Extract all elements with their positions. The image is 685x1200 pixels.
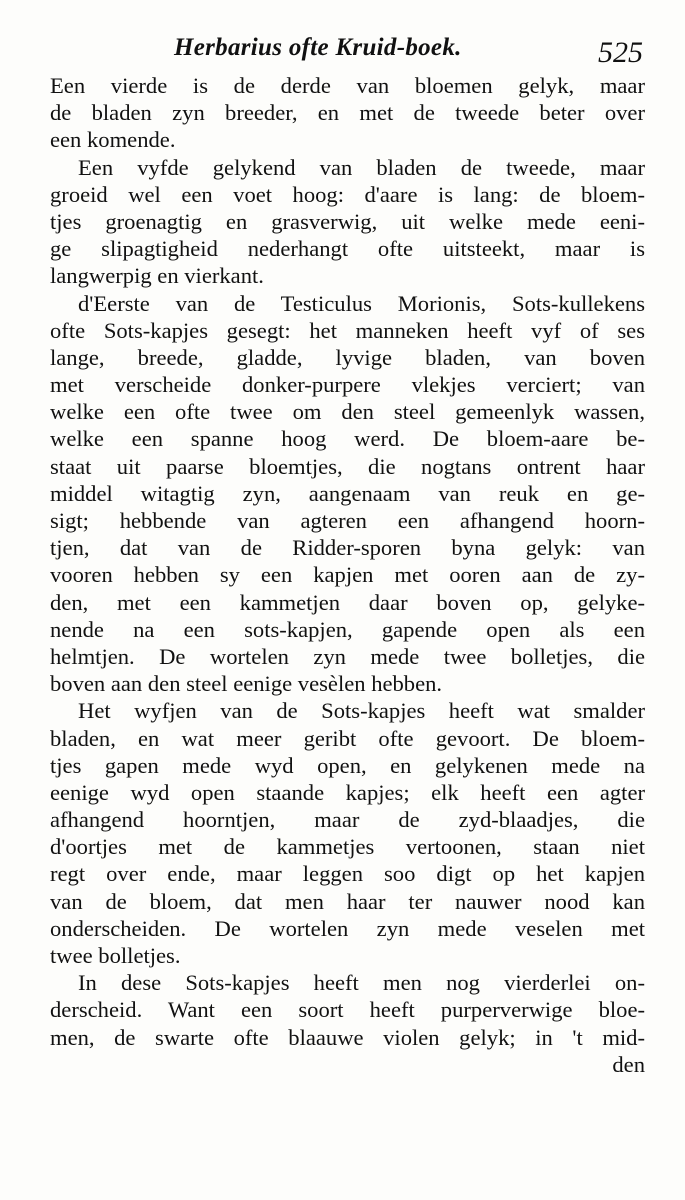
text-line: d'oortjes met de kammetjes vertoonen, staan niet [50, 834, 645, 860]
text-line: een komende. [50, 127, 176, 153]
text-line: vooren hebben sy een kapjen met ooren aan de zy- [50, 562, 645, 588]
text-line: van de bloem, dat men haar ter nauwer nood kan [50, 888, 645, 914]
text-line: middel witagtig zyn, aangenaam van reuk en ge- [50, 480, 645, 506]
text-line: afhangend hoorntjen, maar de zyd-blaadjes, die [50, 807, 645, 833]
text-line: ofte Sots-kapjes gesegt: het manneken heeft vyf of ses [50, 317, 645, 343]
text-line: lange, breede, gladde, lyvige bladen, van boven [50, 344, 645, 370]
text-line: twee bolletjes. [50, 943, 181, 968]
text-line: welke een spanne hoog werd. De bloem-aare be- [50, 426, 645, 452]
text-line: langwerpig en vierkant. [50, 263, 264, 289]
text-line: boven aan den steel eenige vesèlen hebben. [50, 671, 443, 697]
text-line: met verscheide donker-purpere vlekjes verciert; van [50, 372, 645, 398]
running-title: Herbarius ofte Kruid-boek. [174, 34, 462, 61]
text-line: groeid wel een voet hoog: d'aare is lang: de bloem- [50, 181, 645, 207]
text-line: staat uit paarse bloemtjes, die nogtans ontrent haar [50, 453, 645, 479]
text-line: Een vierde is de derde van bloemen gelyk, maar [50, 73, 645, 98]
text-line: regt over ende, maar leggen soo digt op het kapjen [50, 861, 645, 887]
text-line: tjen, dat van de Ridder-sporen byna gelyk: van [50, 535, 645, 561]
text-line: tjes gapen mede wyd open, en gelykenen mede na [50, 752, 645, 778]
text-line: bladen, en wat meer geribt ofte gevoort. De bloem- [50, 725, 645, 751]
catchword: den [612, 1051, 645, 1077]
text-line: tjes groenagtig en grasverwig, uit welke mede eeni- [50, 208, 645, 234]
text-line: de bladen zyn breeder, en met de tweede beter over [50, 100, 645, 126]
text-line: helmtjen. De wortelen zyn mede twee bolletjes, die [50, 643, 645, 669]
text-line: den, met een kammetjen daar boven op, gelyke- [50, 589, 645, 615]
text-line: ge slipagtigheid nederhangt ofte uitsteekt, maar is [50, 236, 645, 262]
body-text [50, 72, 645, 1078]
text-line: Het wyfjen van de Sots-kapjes heeft wat smalder [78, 698, 645, 724]
text-line: Een vyfde gelykend van bladen de tweede, maar [78, 154, 645, 180]
text-line: onderscheiden. De wortelen zyn mede veselen met [50, 915, 645, 941]
text-line: sigt; hebbende van agteren een afhangend hoorn- [50, 508, 645, 533]
text-line: d'Eerste van de Testiculus Morionis, Sots-kullekens [78, 290, 645, 316]
text-line: welke een ofte twee om den steel gemeenlyk wassen, [50, 399, 645, 425]
text-line: derscheid. Want een soort heeft purperverwige bloe- [50, 997, 645, 1023]
text-line: eenige wyd open staande kapjes; elk heeft een agter [50, 779, 645, 805]
text-line: men, de swarte ofte blaauwe violen gelyk; in 't mid- [50, 1024, 645, 1050]
text-line: nende na een sots-kapjen, gapende open als een [50, 616, 645, 642]
text-line: In dese Sots-kapjes heeft men nog vierderlei on- [78, 970, 645, 996]
page-number: 525 [598, 36, 643, 69]
page-header [50, 30, 645, 70]
